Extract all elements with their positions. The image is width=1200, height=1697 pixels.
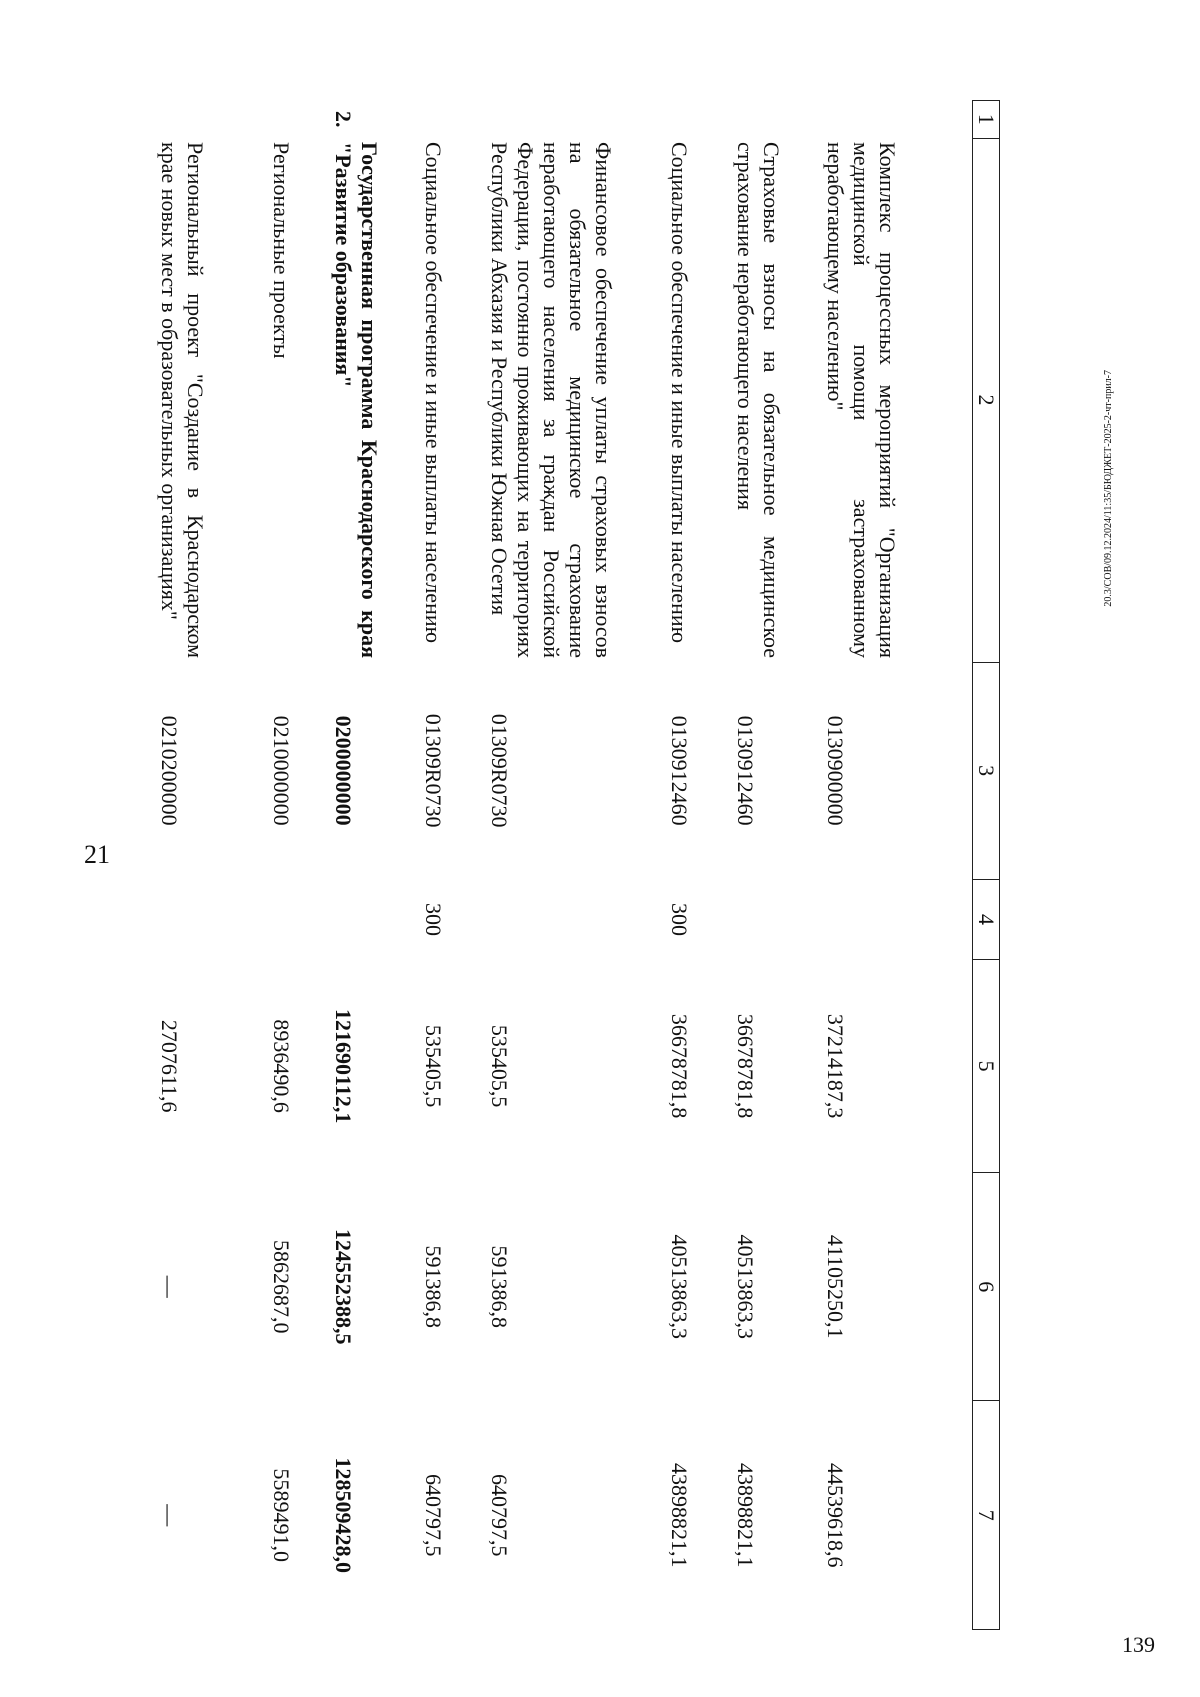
row-code: 01309R0730 (486, 713, 512, 828)
row-number: 2. (330, 111, 356, 128)
row-value-6: 591386,8 (486, 1245, 512, 1328)
row-name: Социальное обеспечение и иные выплаты населению (666, 142, 692, 644)
row-code: 0130912460 (666, 715, 692, 826)
table-row (328, 101, 418, 1630)
row-code: 01309R0730 (420, 713, 446, 828)
row-name: Государственная программа Краснодарского края "Развитие образования" (330, 142, 382, 659)
document-code: 20.3/СОВ/09.12.2024/11:35/БЮДЖЕТ-2025-2-чт-прил-7 (1103, 370, 1114, 607)
row-value-6: 591386,8 (420, 1245, 446, 1328)
row-code: 0210200000 (156, 715, 182, 826)
row-type (730, 879, 820, 960)
header-col-3: 3 (973, 662, 1000, 879)
row-name: Региональные проекты (268, 142, 294, 359)
row-number (154, 101, 266, 139)
row-type: 300 (420, 903, 446, 937)
budget-table-wrapper (156, 100, 1000, 1630)
header-col-1: 1 (973, 101, 1000, 139)
table-row (266, 101, 328, 1630)
row-type (328, 879, 418, 960)
row-value-5: 535405,5 (486, 1024, 512, 1108)
row-name: Финансовое обеспечение уплаты страховых взносов на обязательное медицинское страхование неработающего населения за граждан Российской Федерации, постоянно проживающих на территориях Республики Абхазия и Республики Южная Осетия (486, 142, 616, 659)
row-value-6: 124552388,5 (330, 1228, 356, 1345)
table-row (730, 101, 820, 1630)
row-value-7: 5589491,0 (268, 1468, 294, 1562)
row-value-6: 5862687,0 (268, 1239, 294, 1334)
row-value-5: 535405,5 (420, 1024, 446, 1108)
table-row (664, 101, 730, 1630)
row-value-7: 128509428,0 (330, 1457, 356, 1573)
row-name: Комплекс процессных мероприятий "Организация медицинской помощи застрахованному неработающему населению" (822, 142, 900, 659)
header-col-6: 6 (973, 1172, 1000, 1400)
header-col-5: 5 (973, 960, 1000, 1173)
row-type (154, 879, 266, 960)
row-code: 0210000000 (268, 715, 294, 826)
row-value-5: 8936490,6 (268, 1019, 294, 1113)
row-type (484, 879, 664, 960)
row-code: 0200000000 (330, 715, 356, 826)
header-col-2: 2 (973, 138, 1000, 662)
table-row (484, 101, 664, 1630)
row-number (820, 101, 973, 139)
page-number-top: 21 (84, 840, 110, 869)
row-type (266, 879, 328, 960)
header-col-7: 7 (973, 1401, 1000, 1630)
table-row (820, 101, 973, 1630)
row-value-7: 640797,5 (420, 1473, 446, 1557)
budget-table (154, 100, 1000, 1630)
row-value-6: 40513863,3 (732, 1234, 758, 1339)
table-row (418, 101, 484, 1630)
row-type: 300 (666, 903, 692, 937)
row-number (664, 101, 730, 139)
row-number (418, 101, 484, 139)
row-value-5: 2707611,6 (156, 1019, 182, 1113)
row-value-7: 43898821,1 (732, 1462, 758, 1568)
row-value-7: 44539618,6 (822, 1462, 848, 1568)
row-value-6: — (156, 1275, 182, 1298)
row-type (820, 879, 973, 960)
row-number (266, 101, 328, 139)
row-value-7: 43898821,1 (666, 1462, 692, 1568)
page-number-bottom: 139 (1122, 1632, 1155, 1657)
table-row (154, 101, 266, 1630)
row-code: 0130900000 (822, 715, 848, 826)
row-value-5: 36678781,8 (666, 1013, 692, 1119)
row-number (730, 101, 820, 139)
row-value-5: 121690112,1 (330, 1009, 356, 1124)
row-code: 0130912460 (732, 715, 758, 826)
row-value-6: 40513863,3 (666, 1234, 692, 1339)
row-name: Региональный проект "Создание в Краснодарском крае новых мест в образовательных организациях" (156, 142, 208, 659)
row-number (484, 101, 664, 139)
table-header-row (973, 101, 1000, 1630)
row-name: Страховые взносы на обязательное медицинское страхование неработающего населения (732, 142, 784, 659)
row-value-5: 37214187,3 (822, 1013, 848, 1119)
row-value-7: — (156, 1504, 182, 1527)
row-value-5: 36678781,8 (732, 1013, 758, 1119)
row-value-7: 640797,5 (486, 1473, 512, 1557)
row-value-6: 41105250,1 (822, 1234, 848, 1339)
header-col-4: 4 (973, 879, 1000, 960)
row-name: Социальное обеспечение и иные выплаты населению (420, 142, 446, 644)
